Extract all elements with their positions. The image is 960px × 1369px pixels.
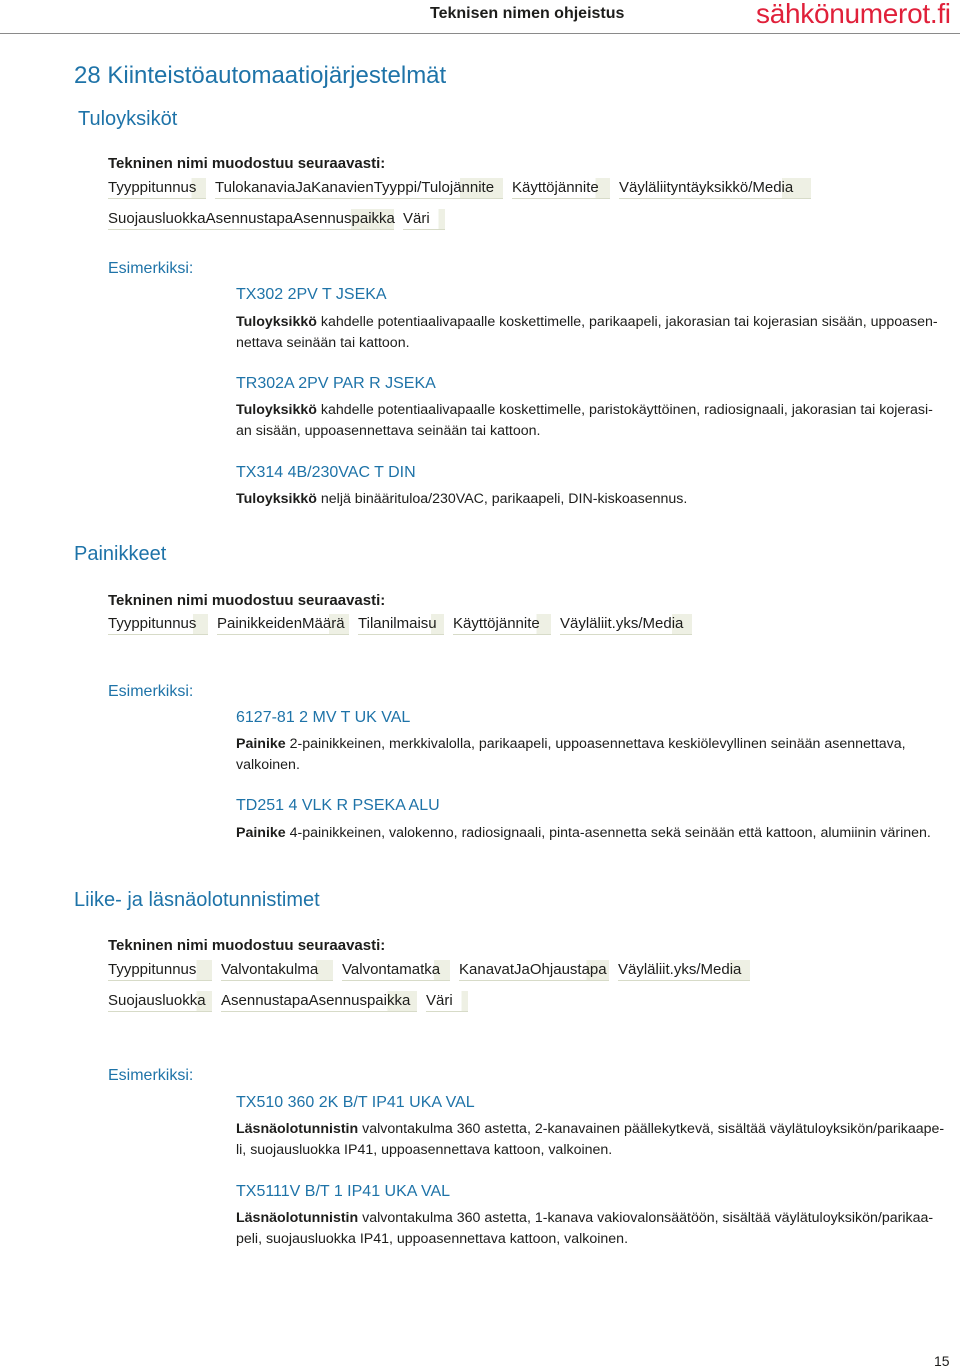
section-heading-tuloyksikot: Tuloyksiköt bbox=[78, 108, 178, 130]
name-part-chip: Väyläliit.yks/Media bbox=[560, 614, 692, 635]
example-description: Tuloyksikkö kahdelle potentiaalivapaalle koskettimelle, parikaapeli, jakorasian tai kojerasian sisään, uppoasen- nettava seinään tai kattoon. bbox=[236, 314, 938, 351]
examples-label: Esimerkiksi: bbox=[108, 683, 194, 700]
name-part-row bbox=[108, 991, 468, 1011]
name-part-chip: PainikkeidenMäärä bbox=[217, 614, 349, 635]
section-heading-liike: Liike- ja läsnäolotunnistimet bbox=[74, 889, 320, 911]
brand-logo: sähkönumerot.fi bbox=[756, 0, 951, 29]
formula-label: Tekninen nimi muodostuu seuraavasti: bbox=[108, 592, 386, 609]
name-part-chip: Tilanilmaisu bbox=[358, 614, 444, 635]
name-part-chip: KanavatJaOhjaustapa bbox=[459, 960, 609, 981]
formula-label: Tekninen nimi muodostuu seuraavasti: bbox=[108, 937, 386, 954]
name-part-chip: Väyläliityntäyksikkö/Media bbox=[619, 178, 811, 199]
example-code: TX5111V B/T 1 IP41 UKA VAL bbox=[236, 1183, 451, 1200]
name-part-chip: Tyyppitunnus bbox=[108, 178, 206, 199]
formula-label: Tekninen nimi muodostuu seuraavasti: bbox=[108, 155, 386, 172]
name-part-chip: Väyläliit.yks/Media bbox=[618, 960, 750, 981]
product-type: Tuloyksikkö bbox=[236, 314, 317, 330]
example-code: TR302A 2PV PAR R JSEKA bbox=[236, 375, 436, 392]
name-part-chip: SuojausluokkaAsennustapaAsennuspaikka bbox=[108, 209, 394, 230]
example-description: Läsnäolotunnistin valvontakulma 360 astetta, 1-kanava vakiovalonsäätöön, sisältää väylätuloyksikön/parikaa- peli, suojausluokka IP41, uppoasennettava kattoon, valkoinen. bbox=[236, 1210, 934, 1247]
name-part-chip: Tyyppitunnus bbox=[108, 614, 208, 635]
examples-label: Esimerkiksi: bbox=[108, 260, 194, 277]
example-description: Tuloyksikkö neljä binäärituloa/230VAC, parikaapeli, DIN-kiskoasennus. bbox=[236, 491, 688, 507]
name-part-row bbox=[108, 209, 445, 229]
example-code: TX314 4B/230VAC T DIN bbox=[236, 464, 416, 481]
product-type: Läsnäolotunnistin bbox=[236, 1121, 359, 1137]
name-part-chip: TulokanaviaJaKanavienTyyppi/Tulojännite bbox=[215, 178, 503, 199]
example-code: TX510 360 2K B/T IP41 UKA VAL bbox=[236, 1094, 475, 1111]
section-heading-painikkeet: Painikkeet bbox=[74, 543, 167, 565]
example-code: TX302 2PV T JSEKA bbox=[236, 286, 387, 303]
name-part-chip: Tyyppitunnus bbox=[108, 960, 212, 981]
name-part-chip: Käyttöjännite bbox=[512, 178, 610, 199]
name-part-row bbox=[108, 178, 811, 198]
name-part-chip: Käyttöjännite bbox=[453, 614, 551, 635]
name-part-chip: Valvontakulma bbox=[221, 960, 333, 981]
product-type: Painike bbox=[236, 736, 286, 752]
example-description: Painike 2-painikkeinen, merkkivalolla, parikaapeli, uppoasennettava keskiölevyllinen seinään asennettava, valkoinen. bbox=[236, 736, 906, 773]
name-part-chip: Väri bbox=[403, 209, 445, 230]
example-description: Tuloyksikkö kahdelle potentiaalivapaalle koskettimelle, paristokäyttöinen, radiosignaali, jakorasian tai kojerasi- an sisään, uppoasennettava seinään tai kattoon. bbox=[236, 402, 933, 439]
example-code: TD251 4 VLK R PSEKA ALU bbox=[236, 797, 440, 814]
name-part-chip: AsennustapaAsennuspaikka bbox=[221, 991, 417, 1012]
name-part-chip: Väri bbox=[426, 991, 468, 1012]
example-code: 6127-81 2 MV T UK VAL bbox=[236, 709, 411, 726]
product-type: Tuloyksikkö bbox=[236, 402, 317, 418]
document-header-title: Teknisen nimen ohjeistus bbox=[430, 5, 625, 22]
product-type: Läsnäolotunnistin bbox=[236, 1210, 359, 1226]
chapter-title: 28 Kiinteistöautomaatiojärjestelmät bbox=[74, 62, 447, 89]
header-divider bbox=[0, 33, 960, 34]
example-description: Painike 4-painikkeinen, valokenno, radiosignaali, pinta-asennetta sekä seinään että kattoon, alumiinin värinen. bbox=[236, 825, 931, 841]
name-part-chip: Suojausluokka bbox=[108, 991, 212, 1012]
product-type: Tuloyksikkö bbox=[236, 491, 317, 507]
name-part-chip: Valvontamatka bbox=[342, 960, 450, 981]
product-type: Painike bbox=[236, 825, 286, 841]
name-part-row bbox=[108, 960, 750, 980]
example-description: Läsnäolotunnistin valvontakulma 360 astetta, 2-kanavainen päällekytkevä, sisältää väylätuloyksikön/parikaape- li, suojausluokka IP41, uppoasennettava kattoon, valkoinen. bbox=[236, 1121, 945, 1158]
examples-label: Esimerkiksi: bbox=[108, 1067, 194, 1084]
name-part-row bbox=[108, 614, 692, 634]
page-number: 15 bbox=[934, 1353, 950, 1369]
